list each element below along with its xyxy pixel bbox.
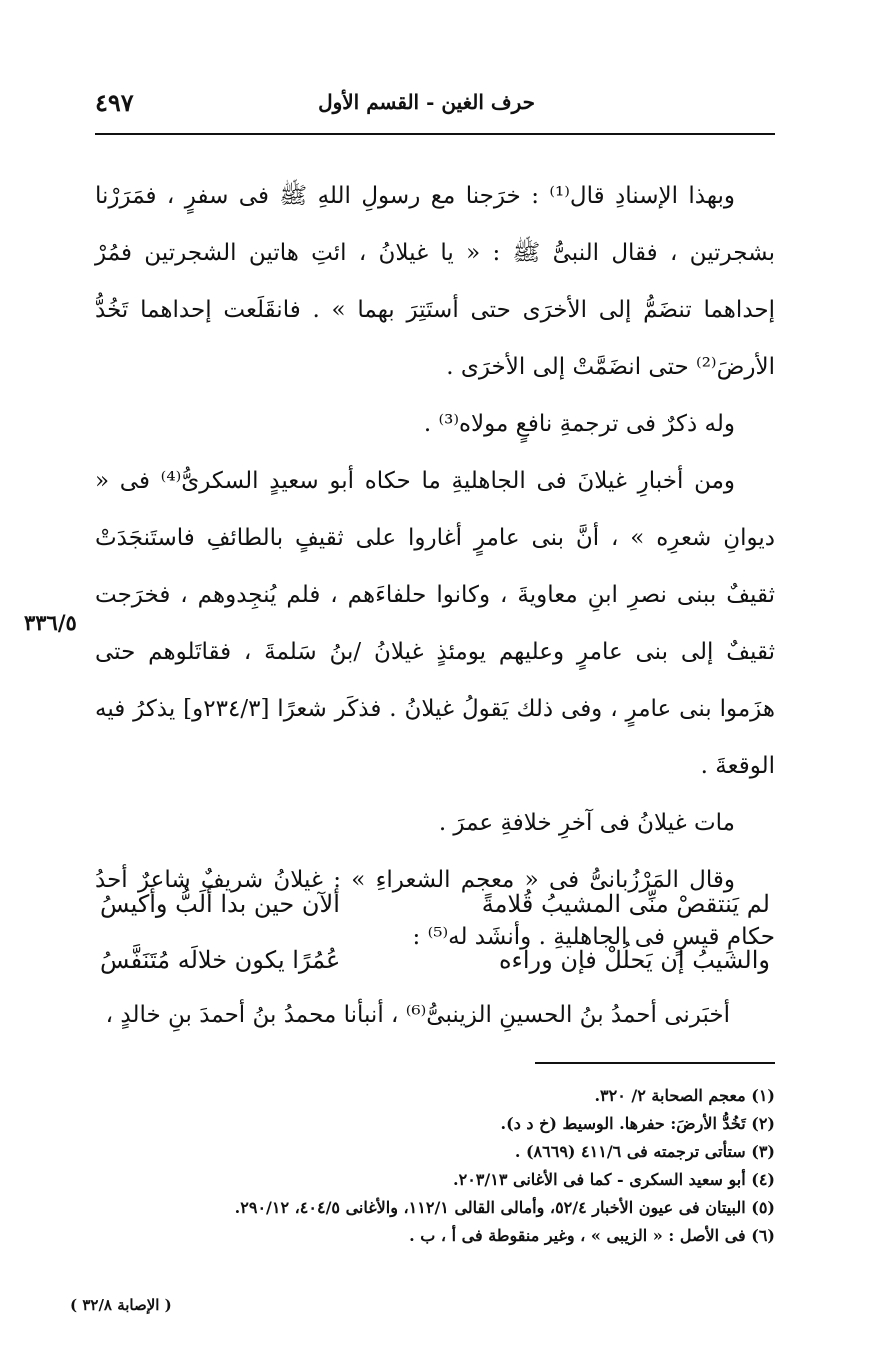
paragraph: وبهذا الإسنادِ قال⁽¹⁾ : خرَجنا مع رسولِ اللهِ ﷺ فى سفرٍ ، فمَرَرْنا بشجرتين ، فقال النبىُّ ﷺ : « يا غيلانُ ، ائتِ هاتين الشجرتين فمُرْ إحداهما تنضَمُّ إلى الأخرَى حتى أستَتِرَ بهما » . فانقَلَعت إحداهما تَخُدُّ الأرضَ⁽²⁾ حتى انضَمَّتْ إلى الأخرَى . [95, 183, 775, 380]
main-text [95, 168, 775, 966]
header-rule [95, 133, 775, 135]
footnotes [95, 1082, 775, 1250]
chain-paragraph [100, 1002, 770, 1058]
margin-reference: ٣٣٦/٥ [24, 610, 77, 635]
poem-verse [100, 890, 770, 946]
hemistich-second: ألآن حين بدا أَلَبُّ وأكيسُ [100, 890, 340, 918]
hemistich-second: عُمُرًا يكون خلالَه مُتَنَفَّسُ [100, 946, 341, 974]
footnote: (٥) البيتان فى عيون الأخبار ٥٢/٤، وأمالى القالى ١١٢/١، والأغانى ٤٠٤/٥، ٢٩٠/١٢. [234, 1198, 775, 1217]
paragraph: وله ذكرٌ فى ترجمةِ نافعٍ مولاه⁽³⁾ . [423, 411, 735, 437]
hemistich-first: والشيبُ إن يَحلُلْ فإن وراءه [498, 946, 770, 974]
paragraph: أخبَرنى أحمدُ بنُ الحسينِ الزينبىُّ⁽⁶⁾ ، أنبأنا محمدُ بنُ أحمدَ بنِ خالدٍ ، [105, 1002, 730, 1028]
source-reference: ( الإصابة ٣٢/٨ ) [70, 1296, 172, 1314]
hemistich-first: لم يَنتقصْ منِّى المشيبُ قُلامةً [481, 890, 770, 918]
footnote-rule [535, 1062, 775, 1064]
paragraph: ومن أخبارِ غيلانَ فى الجاهليةِ ما حكاه أبو سعيدٍ السكرىُّ⁽⁴⁾ فى « ديوانِ شعرِه » ، أنَّ بنى عامرٍ أغاروا على ثقيفٍ بالطائفِ فاستَنجَدَتْ ثقيفٌ ببنى نصرِ ابنِ معاويةَ ، وكانوا حلفاءَهم ، فلم يُنجِدوهم ، فخرَجت ثقيفٌ إلى بنى عامرٍ وعليهم يومئذٍ غيلانُ /بنُ سَلمةَ ، فقاتَلوهم حتى هزَموا بنى عامرٍ ، وفى ذلك يَقولُ غيلانُ . فذكَر شعرًا [٢٣٤/٣و] يذكرُ فيه الوقعةَ . [95, 468, 775, 779]
poem [100, 890, 770, 1058]
paragraph: وقال المَرْزُبانىُّ فى « معجم الشعراءِ » : غيلانُ شريفٌ شاعرٌ أحدُ حكامِ قيسٍ فى الجاهليةِ . وأنشَد له⁽⁵⁾ : [95, 867, 775, 950]
footnote: (٦) فى الأصل : « الزيبى » ، وغير منقوطة فى أ ، ب . [409, 1226, 775, 1245]
paragraph: مات غيلانُ فى آخرِ خلافةِ عمرَ . [438, 810, 735, 836]
page-header [95, 88, 775, 128]
footnote: (٢) تَخُدُّ الأرضَ: حفرها. الوسيط (خ د د). [500, 1114, 775, 1133]
running-title: حرف الغين - القسم الأول [318, 90, 535, 114]
footnote: (٤) أبو سعيد السكرى - كما فى الأغانى ٢٠٣/١٣. [453, 1170, 775, 1189]
footnote: (٣) ستأتى ترجمته فى ٤١١/٦ (٨٦٦٩) . [514, 1142, 775, 1161]
page-number: ٤٩٧ [95, 88, 134, 117]
footnote: (١) معجم الصحابة ٢/ ٣٢٠. [594, 1086, 775, 1105]
poem-verse [100, 946, 770, 1002]
